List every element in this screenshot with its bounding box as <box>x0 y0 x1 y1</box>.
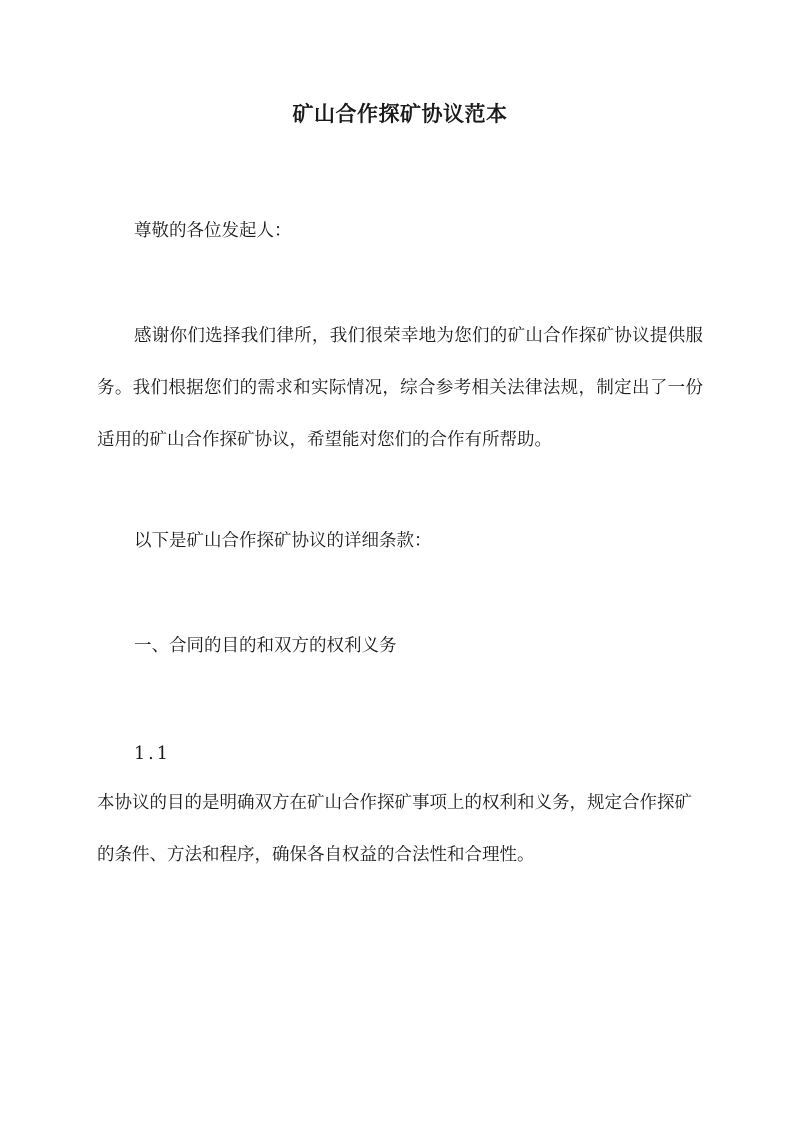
clause-1-1-number: 1.1 <box>134 744 171 764</box>
document-title: 矿山合作探矿协议范本 <box>292 101 508 126</box>
clause-1-1-text: 本协议的目的是明确双方在矿山合作探矿事项上的权利和义务，规定合作探矿的条件、方法和程序，确保各自权益的合法性和合理性。 <box>97 793 692 865</box>
salutation: 尊敬的各位发起人： <box>134 221 292 241</box>
section-1-heading: 一、合同的目的和双方的权利义务 <box>134 636 397 656</box>
intro-paragraph: 感谢你们选择我们律所，我们很荣幸地为您们的矿山合作探矿协议提供服务。我们根据您们的需求和实际情况，综合参考相关法律法规，制定出了一份适用的矿山合作探矿协议，希望能对您们的合作有所帮助。 <box>97 326 703 450</box>
lead-in-paragraph: 以下是矿山合作探矿协议的详细条款： <box>134 531 432 551</box>
